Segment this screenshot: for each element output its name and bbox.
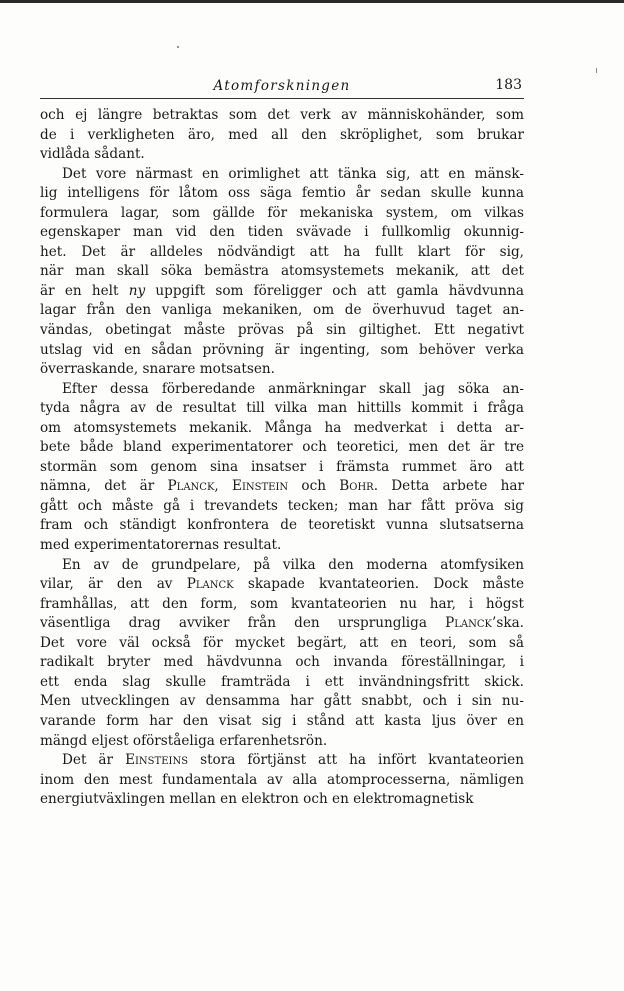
- emphasis: ny: [128, 282, 146, 299]
- text-line: [40, 575, 524, 595]
- author-name: Einsteins: [125, 752, 189, 769]
- text-run: skapade kvantateorien. Dock måste: [233, 576, 524, 593]
- text-run: ,: [214, 478, 233, 495]
- text-line: [40, 751, 524, 771]
- text-run: het. Det är alldeles nödvändigt att ha fullt klart för sig,: [40, 243, 524, 260]
- text-line: [40, 126, 524, 146]
- text-run: radikalt bryter med hävdvunna och invanda föreställningar, i: [40, 654, 524, 671]
- book-page: [40, 76, 524, 810]
- text-run: lig intelligens för låtom oss säga femtio år sedan skulle kunna: [40, 185, 524, 202]
- text-line: [40, 321, 524, 341]
- text-run: tyda några av de resultat till vilka man hittills kommit i fråga: [40, 400, 524, 417]
- top-edge-rule: [0, 0, 624, 3]
- text-run: fram och ständigt konfrontera de teoretiskt vunna slutsatserna: [40, 517, 524, 534]
- text-run: stora förtjänst att ha infört kvantateorien: [188, 752, 524, 769]
- text-run: uppgift som föreligger och att gamla hävdvunna: [145, 282, 525, 299]
- text-run: gått och måste gå i trevandets tecken; man har fått pröva sig: [40, 497, 524, 514]
- text-run: Det vore väl också för mycket begärt, att en teori, som så: [40, 634, 524, 651]
- text-run: bete både bland experimentatorer och teoretici, men det är tre: [40, 439, 524, 456]
- text-run: när man skall söka bemästra atomsystemets mekanik, att det: [40, 263, 524, 280]
- text-run: stormän som genom sina insatser i främsta rummet äro att: [40, 458, 524, 475]
- text-line: [40, 653, 524, 673]
- text-run: överraskande, snarare motsatsen.: [40, 361, 275, 378]
- text-run: ett enda slag skulle framträda i ett invändningsfritt skick.: [40, 673, 524, 690]
- text-run: varande form har den visat sig i stånd att kasta ljus över en: [40, 712, 524, 729]
- text-line: [40, 262, 524, 282]
- text-line: [40, 516, 524, 536]
- print-speck: [177, 46, 179, 48]
- text-run: vidlåda sådant.: [40, 146, 145, 163]
- text-run: de i verkligheten äro, med all den skröplighet, som brukar: [40, 126, 524, 143]
- text-line: [40, 204, 524, 224]
- text-run: Det är: [62, 752, 126, 769]
- text-run: energiutväxlingen mellan en elektron och en elektromagnetisk: [40, 791, 474, 808]
- text-line: [40, 556, 524, 576]
- text-run: . Detta arbete har: [373, 478, 524, 495]
- text-line: [40, 614, 524, 634]
- text-line: [40, 301, 524, 321]
- text-line: [40, 790, 524, 810]
- text-line: [40, 536, 524, 556]
- text-run: utslag vid en sådan prövning är ingenting, som behöver verka: [40, 341, 524, 358]
- text-line: [40, 634, 524, 654]
- text-run: Efter dessa förberedande anmärkningar skall jag söka an-: [62, 380, 524, 397]
- text-line: [40, 145, 524, 165]
- text-line: [40, 497, 524, 517]
- text-line: [40, 458, 524, 478]
- running-head: [40, 76, 524, 99]
- author-name: Planck: [445, 615, 493, 632]
- text-line: [40, 184, 524, 204]
- text-run: vändas, obetingat måste prövas på sin giltighet. Ett negativt: [40, 322, 524, 339]
- text-line: [40, 106, 524, 126]
- text-line: [40, 732, 524, 752]
- text-line: [40, 419, 524, 439]
- text-run: väsentliga drag avviker från den ursprungliga: [40, 615, 446, 632]
- text-run: och ej längre betraktas som det verk av människohänder, som: [40, 107, 524, 123]
- text-line: [40, 595, 524, 615]
- text-run: lagar från den vanliga mekaniken, om de överhuvud taget an-: [40, 302, 524, 319]
- text-run: framhållas, att den form, som kvantateorien nu har, i högst: [40, 595, 524, 612]
- text-run: Det vore närmast en orimlighet att tänka sig, att en mänsk-: [62, 165, 524, 182]
- text-line: [40, 165, 524, 185]
- text-line: [40, 438, 524, 458]
- text-run: mängd eljest oförståeliga erfarenhetsrön.: [40, 732, 328, 749]
- text-line: [40, 360, 524, 380]
- text-run: om atomsystemets mekanik. Många ha medverkat i detta ar-: [40, 419, 524, 436]
- print-speck: [596, 68, 597, 73]
- text-line: [40, 243, 524, 263]
- text-line: [40, 341, 524, 361]
- text-line: [40, 477, 524, 497]
- text-line: [40, 712, 524, 732]
- text-run: med experimentatorernas resultat.: [40, 537, 282, 554]
- text-run: ’ska.: [492, 615, 524, 632]
- text-line: [40, 399, 524, 419]
- text-run: Men utvecklingen av densamma har gått snabbt, och i sin nu-: [40, 693, 524, 710]
- text-run: formulera lagar, som gällde för mekaniska system, om vilkas: [40, 204, 524, 221]
- running-title: Atomforskningen: [213, 78, 351, 94]
- text-run: egenskaper man vid den tiden svävade i fullkomlig okunnig-: [40, 224, 524, 241]
- text-line: [40, 223, 524, 243]
- body-text: [40, 106, 524, 810]
- text-run: nämna, det är: [40, 478, 168, 495]
- text-run: inom den mest fundamentala av alla atomprocesserna, nämligen: [40, 771, 524, 788]
- text-line: [40, 771, 524, 791]
- author-name: Planck: [186, 576, 234, 593]
- text-line: [40, 673, 524, 693]
- author-name: Planck: [167, 478, 215, 495]
- text-run: vilar, är den av: [40, 576, 187, 593]
- author-name: Einstein: [232, 478, 289, 495]
- text-line: [40, 380, 524, 400]
- text-line: [40, 282, 524, 302]
- author-name: Bohr: [339, 478, 374, 495]
- page-number: 183: [495, 77, 522, 93]
- text-run: och: [288, 478, 340, 495]
- text-run: är en helt: [40, 282, 129, 299]
- text-line: [40, 692, 524, 712]
- text-run: En av de grundpelare, på vilka den moderna atomfysiken: [62, 556, 524, 573]
